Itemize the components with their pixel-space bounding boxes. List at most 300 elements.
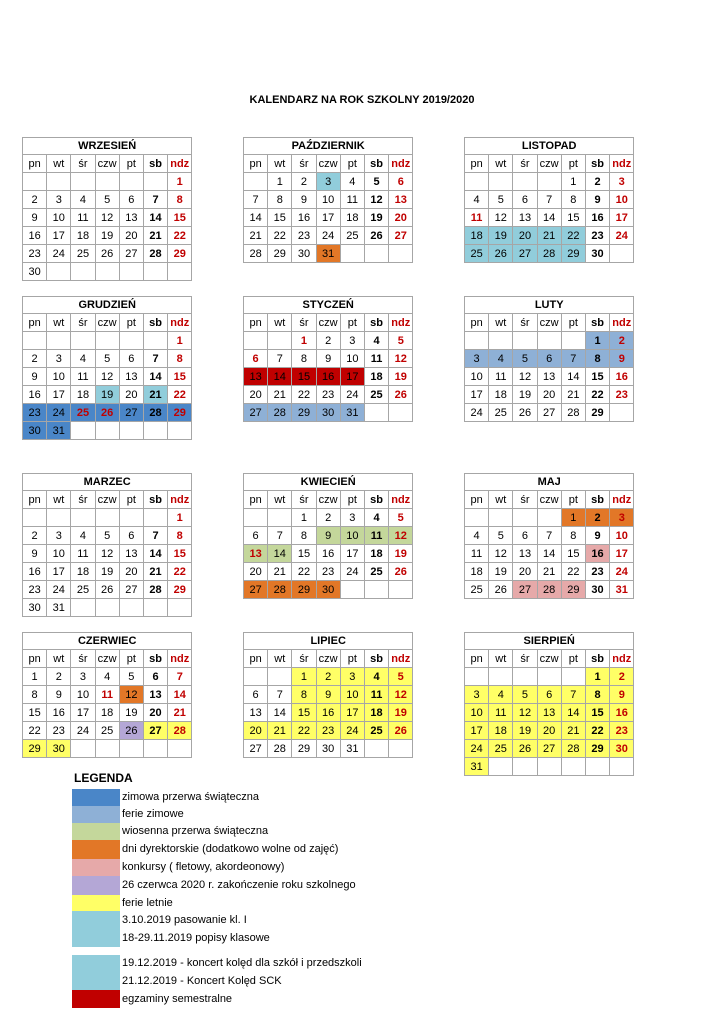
day-cell: 22 (292, 386, 316, 404)
day-cell: 5 (489, 527, 513, 545)
empty-cell (268, 668, 292, 686)
empty-cell (537, 758, 561, 776)
weekday-header: pt (340, 314, 364, 332)
weekday-header: pt (340, 155, 364, 173)
day-cell: 17 (465, 386, 489, 404)
day-cell: 6 (119, 527, 143, 545)
weekday-header: sb (585, 491, 609, 509)
day-cell: 24 (316, 227, 340, 245)
day-cell: 20 (119, 386, 143, 404)
day-cell: 3 (465, 350, 489, 368)
day-cell: 22 (23, 722, 47, 740)
month-name: CZERWIEC (23, 633, 192, 650)
day-cell: 17 (340, 368, 364, 386)
day-cell: 25 (364, 722, 388, 740)
day-cell: 31 (340, 740, 364, 758)
weekday-header: pn (244, 314, 268, 332)
day-cell: 8 (585, 350, 609, 368)
weekday-header: sb (364, 491, 388, 509)
day-cell: 8 (23, 686, 47, 704)
day-cell: 28 (268, 404, 292, 422)
day-cell: 6 (244, 350, 268, 368)
day-cell: 3 (316, 173, 340, 191)
empty-cell (71, 263, 95, 281)
weekday-header: czw (537, 650, 561, 668)
day-cell: 3 (340, 668, 364, 686)
weekday-header: pn (465, 314, 489, 332)
month-calendar (22, 296, 192, 440)
day-cell: 29 (585, 740, 609, 758)
day-cell: 6 (119, 191, 143, 209)
day-cell: 24 (47, 404, 71, 422)
day-cell: 14 (537, 209, 561, 227)
empty-cell (119, 422, 143, 440)
empty-cell (119, 263, 143, 281)
day-cell: 16 (23, 563, 47, 581)
day-cell: 12 (119, 686, 143, 704)
day-cell: 25 (71, 404, 95, 422)
day-cell: 8 (292, 527, 316, 545)
day-cell: 27 (244, 404, 268, 422)
weekday-header: wt (47, 491, 71, 509)
empty-cell (143, 422, 167, 440)
day-cell: 28 (268, 581, 292, 599)
empty-cell (244, 668, 268, 686)
day-cell: 21 (561, 386, 585, 404)
day-cell: 5 (513, 686, 537, 704)
day-cell: 3 (610, 509, 634, 527)
day-cell: 25 (340, 227, 364, 245)
empty-cell (537, 668, 561, 686)
empty-cell (561, 758, 585, 776)
day-cell: 23 (610, 386, 634, 404)
day-cell: 7 (268, 527, 292, 545)
day-cell: 4 (465, 527, 489, 545)
weekday-header: ndz (610, 155, 634, 173)
day-cell: 13 (119, 368, 143, 386)
day-cell: 20 (119, 227, 143, 245)
day-cell: 27 (119, 245, 143, 263)
weekday-header: wt (268, 155, 292, 173)
weekday-header: śr (71, 314, 95, 332)
day-cell: 17 (47, 386, 71, 404)
day-cell: 1 (585, 332, 609, 350)
weekday-header: pt (561, 314, 585, 332)
legend-label: ferie zimowe (122, 808, 184, 820)
day-cell: 28 (168, 722, 192, 740)
day-cell: 3 (71, 668, 95, 686)
day-cell: 12 (513, 368, 537, 386)
empty-cell (71, 422, 95, 440)
day-cell: 13 (244, 704, 268, 722)
day-cell: 26 (95, 581, 119, 599)
day-cell: 11 (465, 209, 489, 227)
weekday-header: śr (292, 155, 316, 173)
day-cell: 3 (465, 686, 489, 704)
day-cell: 21 (143, 563, 167, 581)
weekday-header: pt (561, 155, 585, 173)
empty-cell (119, 599, 143, 617)
day-cell: 27 (244, 740, 268, 758)
day-cell: 21 (537, 563, 561, 581)
empty-cell (143, 509, 167, 527)
month-name: WRZESIEŃ (23, 138, 192, 155)
day-cell: 2 (610, 332, 634, 350)
empty-cell (143, 173, 167, 191)
day-cell: 14 (168, 686, 192, 704)
day-cell: 18 (71, 563, 95, 581)
day-cell: 5 (95, 191, 119, 209)
day-cell: 4 (489, 350, 513, 368)
day-cell: 27 (244, 581, 268, 599)
day-cell: 16 (585, 209, 609, 227)
empty-cell (119, 509, 143, 527)
day-cell: 14 (561, 368, 585, 386)
day-cell: 23 (23, 404, 47, 422)
weekday-header: sb (143, 491, 167, 509)
day-cell: 6 (537, 350, 561, 368)
day-cell: 29 (168, 404, 192, 422)
day-cell: 6 (143, 668, 167, 686)
weekday-header: ndz (168, 650, 192, 668)
legend-label: wiosenna przerwa świąteczna (122, 825, 269, 837)
day-cell: 3 (340, 509, 364, 527)
month-calendar (464, 632, 634, 776)
weekday-header: sb (364, 314, 388, 332)
day-cell: 30 (610, 740, 634, 758)
empty-cell (340, 581, 364, 599)
day-cell: 26 (364, 227, 388, 245)
empty-cell (513, 758, 537, 776)
day-cell: 28 (143, 404, 167, 422)
day-cell: 18 (364, 704, 388, 722)
day-cell: 24 (340, 386, 364, 404)
day-cell: 26 (489, 245, 513, 263)
legend-label: 21.12.2019 - Koncert Kolęd SCK (122, 974, 282, 987)
day-cell: 9 (23, 209, 47, 227)
weekday-header: sb (585, 650, 609, 668)
day-cell: 13 (143, 686, 167, 704)
empty-cell (389, 581, 413, 599)
weekday-header: pn (23, 491, 47, 509)
day-cell: 2 (23, 191, 47, 209)
day-cell: 26 (489, 581, 513, 599)
day-cell: 7 (143, 350, 167, 368)
day-cell: 19 (513, 722, 537, 740)
day-cell: 5 (389, 668, 413, 686)
day-cell: 23 (23, 245, 47, 263)
day-cell: 18 (364, 545, 388, 563)
day-cell: 14 (537, 545, 561, 563)
weekday-header: sb (585, 155, 609, 173)
day-cell: 26 (95, 245, 119, 263)
empty-cell (561, 332, 585, 350)
day-cell: 29 (292, 740, 316, 758)
day-cell: 29 (292, 404, 316, 422)
day-cell: 31 (47, 599, 71, 617)
day-cell: 18 (465, 563, 489, 581)
weekday-header: czw (316, 650, 340, 668)
empty-cell (389, 245, 413, 263)
day-cell: 2 (610, 668, 634, 686)
day-cell: 14 (268, 545, 292, 563)
weekday-header: śr (513, 650, 537, 668)
day-cell: 5 (489, 191, 513, 209)
month-calendar (243, 137, 413, 263)
weekday-header: sb (364, 155, 388, 173)
day-cell: 26 (119, 722, 143, 740)
day-cell: 8 (561, 191, 585, 209)
day-cell: 28 (561, 404, 585, 422)
empty-cell (47, 173, 71, 191)
day-cell: 11 (364, 527, 388, 545)
day-cell: 4 (364, 668, 388, 686)
weekday-header: sb (585, 314, 609, 332)
day-cell: 5 (389, 332, 413, 350)
day-cell: 30 (585, 581, 609, 599)
day-cell: 6 (244, 527, 268, 545)
day-cell: 4 (489, 686, 513, 704)
weekday-header: pn (465, 491, 489, 509)
weekday-header: czw (537, 155, 561, 173)
day-cell: 1 (292, 668, 316, 686)
empty-cell (244, 332, 268, 350)
month-calendar (243, 473, 413, 599)
day-cell: 14 (268, 368, 292, 386)
day-cell: 19 (489, 227, 513, 245)
weekday-header: wt (268, 491, 292, 509)
day-cell: 22 (168, 227, 192, 245)
day-cell: 12 (95, 545, 119, 563)
day-cell: 30 (23, 599, 47, 617)
day-cell: 19 (95, 386, 119, 404)
empty-cell (513, 173, 537, 191)
legend-swatch (72, 806, 120, 823)
month-calendar (22, 473, 192, 617)
day-cell: 28 (537, 581, 561, 599)
day-cell: 15 (561, 545, 585, 563)
day-cell: 31 (316, 245, 340, 263)
day-cell: 26 (513, 740, 537, 758)
day-cell: 30 (316, 581, 340, 599)
day-cell: 24 (610, 227, 634, 245)
empty-cell (489, 668, 513, 686)
day-cell: 20 (244, 722, 268, 740)
day-cell: 24 (47, 245, 71, 263)
weekday-header: czw (95, 491, 119, 509)
day-cell: 2 (316, 332, 340, 350)
day-cell: 23 (316, 386, 340, 404)
weekday-header: czw (537, 314, 561, 332)
day-cell: 8 (585, 686, 609, 704)
day-cell: 19 (513, 386, 537, 404)
day-cell: 30 (316, 404, 340, 422)
weekday-header: ndz (168, 491, 192, 509)
day-cell: 18 (340, 209, 364, 227)
day-cell: 9 (316, 686, 340, 704)
day-cell: 31 (610, 581, 634, 599)
month-name: MAJ (465, 474, 634, 491)
day-cell: 7 (268, 686, 292, 704)
empty-cell (389, 404, 413, 422)
day-cell: 9 (47, 686, 71, 704)
day-cell: 12 (364, 191, 388, 209)
day-cell: 2 (47, 668, 71, 686)
empty-cell (489, 758, 513, 776)
day-cell: 21 (268, 563, 292, 581)
day-cell: 21 (143, 386, 167, 404)
day-cell: 30 (585, 245, 609, 263)
empty-cell (23, 332, 47, 350)
weekday-header: czw (316, 491, 340, 509)
day-cell: 8 (168, 191, 192, 209)
day-cell: 22 (585, 386, 609, 404)
day-cell: 30 (47, 740, 71, 758)
weekday-header: pn (244, 491, 268, 509)
day-cell: 15 (168, 368, 192, 386)
day-cell: 10 (610, 527, 634, 545)
empty-cell (537, 332, 561, 350)
day-cell: 31 (465, 758, 489, 776)
day-cell: 25 (95, 722, 119, 740)
empty-cell (119, 740, 143, 758)
day-cell: 14 (268, 704, 292, 722)
day-cell: 13 (537, 704, 561, 722)
empty-cell (268, 332, 292, 350)
weekday-header: pn (23, 155, 47, 173)
empty-cell (537, 509, 561, 527)
day-cell: 22 (168, 386, 192, 404)
day-cell: 30 (23, 263, 47, 281)
day-cell: 15 (168, 209, 192, 227)
day-cell: 25 (364, 563, 388, 581)
day-cell: 5 (513, 350, 537, 368)
legend-swatch (72, 789, 120, 806)
day-cell: 12 (95, 368, 119, 386)
day-cell: 25 (71, 245, 95, 263)
day-cell: 19 (364, 209, 388, 227)
month-calendar (464, 296, 634, 422)
weekday-header: sb (143, 155, 167, 173)
empty-cell (95, 422, 119, 440)
month-name: MARZEC (23, 474, 192, 491)
weekday-header: ndz (389, 155, 413, 173)
day-cell: 28 (537, 245, 561, 263)
day-cell: 29 (561, 245, 585, 263)
day-cell: 29 (561, 581, 585, 599)
day-cell: 17 (610, 545, 634, 563)
day-cell: 11 (71, 368, 95, 386)
day-cell: 7 (143, 191, 167, 209)
empty-cell (95, 332, 119, 350)
day-cell: 8 (168, 350, 192, 368)
day-cell: 9 (23, 368, 47, 386)
day-cell: 4 (95, 668, 119, 686)
day-cell: 10 (71, 686, 95, 704)
empty-cell (340, 245, 364, 263)
day-cell: 23 (316, 722, 340, 740)
day-cell: 25 (364, 386, 388, 404)
day-cell: 9 (292, 191, 316, 209)
day-cell: 15 (561, 209, 585, 227)
weekday-header: czw (95, 650, 119, 668)
day-cell: 7 (561, 686, 585, 704)
weekday-header: śr (71, 491, 95, 509)
day-cell: 20 (244, 563, 268, 581)
day-cell: 15 (585, 368, 609, 386)
legend-label: egzaminy semestralne (122, 993, 233, 1005)
empty-cell (143, 740, 167, 758)
day-cell: 1 (168, 173, 192, 191)
weekday-header: wt (489, 491, 513, 509)
empty-cell (513, 332, 537, 350)
month-name: LIPIEC (244, 633, 413, 650)
day-cell: 18 (489, 386, 513, 404)
day-cell: 10 (47, 368, 71, 386)
day-cell: 29 (23, 740, 47, 758)
day-cell: 27 (537, 404, 561, 422)
day-cell: 4 (71, 350, 95, 368)
weekday-header: czw (95, 314, 119, 332)
month-name: SIERPIEŃ (465, 633, 634, 650)
empty-cell (489, 173, 513, 191)
empty-cell (95, 599, 119, 617)
weekday-header: ndz (168, 314, 192, 332)
empty-cell (537, 173, 561, 191)
day-cell: 19 (389, 368, 413, 386)
weekday-header: ndz (168, 155, 192, 173)
empty-cell (268, 509, 292, 527)
day-cell: 12 (489, 545, 513, 563)
empty-cell (465, 509, 489, 527)
day-cell: 8 (292, 350, 316, 368)
day-cell: 21 (537, 227, 561, 245)
day-cell: 10 (47, 209, 71, 227)
weekday-header: śr (292, 314, 316, 332)
day-cell: 6 (537, 686, 561, 704)
day-cell: 16 (23, 386, 47, 404)
day-cell: 22 (561, 227, 585, 245)
empty-cell (244, 509, 268, 527)
empty-cell (143, 599, 167, 617)
empty-cell (465, 332, 489, 350)
day-cell: 17 (465, 722, 489, 740)
legend-swatch (72, 990, 120, 1008)
day-cell: 22 (268, 227, 292, 245)
day-cell: 9 (585, 191, 609, 209)
day-cell: 23 (23, 581, 47, 599)
weekday-header: pt (119, 491, 143, 509)
day-cell: 29 (268, 245, 292, 263)
day-cell: 17 (47, 563, 71, 581)
empty-cell (389, 740, 413, 758)
day-cell: 3 (610, 173, 634, 191)
legend-label: ferie letnie (122, 897, 173, 909)
day-cell: 28 (268, 740, 292, 758)
day-cell: 21 (268, 722, 292, 740)
weekday-header: czw (316, 314, 340, 332)
empty-cell (561, 668, 585, 686)
day-cell: 4 (364, 332, 388, 350)
day-cell: 3 (47, 527, 71, 545)
day-cell: 14 (143, 209, 167, 227)
day-cell: 10 (47, 545, 71, 563)
weekday-header: ndz (610, 650, 634, 668)
day-cell: 26 (513, 404, 537, 422)
legend-swatch (72, 823, 120, 840)
day-cell: 7 (244, 191, 268, 209)
day-cell: 2 (585, 509, 609, 527)
